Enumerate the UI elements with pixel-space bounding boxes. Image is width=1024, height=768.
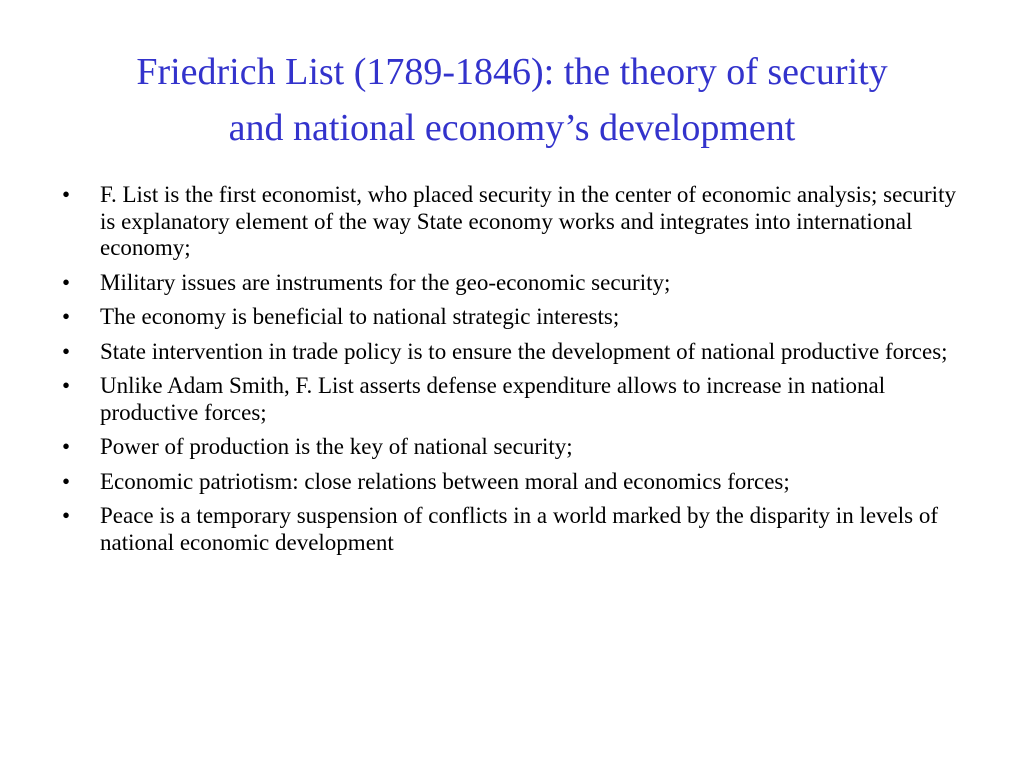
bullet-item-3	[62, 304, 962, 331]
bullet-text: The economy is beneficial to national strategic interests;	[100, 304, 620, 329]
bullet-item-5	[62, 373, 962, 426]
bullet-text: F. List is the first economist, who placed security in the center of economic analysis; security is explanatory element of the way State economy works and integrates into international economy;	[100, 182, 956, 260]
bullet-dot-icon: •	[62, 304, 71, 329]
bullet-dot-icon: •	[62, 503, 71, 528]
bullet-item-2	[62, 270, 962, 297]
bullet-item-1	[62, 182, 962, 262]
bullet-list	[62, 182, 962, 564]
bullet-dot-icon: •	[62, 468, 71, 494]
bullet-item-4	[62, 339, 962, 366]
slide-title	[60, 44, 964, 156]
bullet-text: Power of production is the key of national security;	[100, 434, 573, 459]
bullet-dot-icon: •	[62, 434, 71, 459]
bullet-dot-icon: •	[62, 182, 71, 207]
bullet-text: Economic patriotism: close relations between moral and economics forces;	[100, 468, 790, 494]
slide-title-line-2: and national economy’s development	[228, 107, 796, 149]
bullet-dot-icon: •	[62, 373, 71, 398]
bullet-item-8	[62, 503, 962, 556]
bullet-dot-icon: •	[62, 269, 71, 295]
bullet-item-7	[62, 469, 962, 496]
slide-title-line-1: Friedrich List (1789-1846): the theory of security	[136, 51, 888, 93]
bullet-item-6	[62, 434, 962, 461]
bullet-text: Peace is a temporary suspension of conflicts in a world marked by the disparity in levels of national economic development	[100, 503, 939, 555]
bullet-text: State intervention in trade policy is to ensure the development of national productive forces;	[100, 338, 948, 364]
bullet-text: Military issues are instruments for the geo-economic security;	[100, 269, 671, 295]
bullet-text: Unlike Adam Smith, F. List asserts defense expenditure allows to increase in national productive forces;	[100, 373, 886, 425]
bullet-dot-icon: •	[62, 338, 71, 364]
